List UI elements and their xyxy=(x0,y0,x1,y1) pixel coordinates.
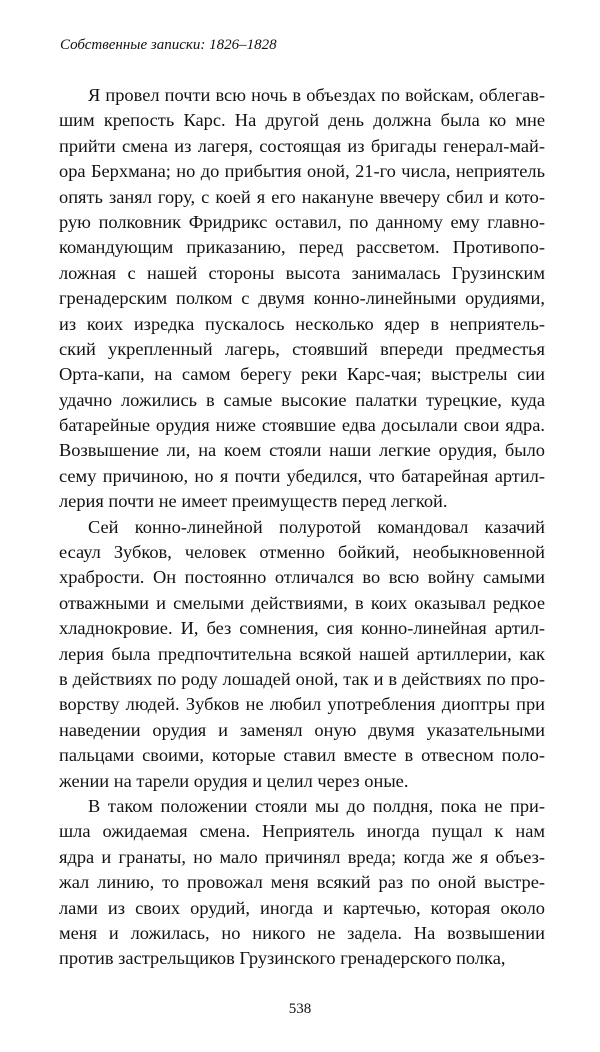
text-line: лерия была предпочтительна всякой нашей артиллерии, как xyxy=(59,643,545,664)
text-line: шла ожидаемая смена. Неприятель иногда пущал к нам xyxy=(59,821,545,842)
text-line: хладнокровие. И, без сомнения, сия конно-линейная артил- xyxy=(59,618,545,639)
text-line: лами из своих орудий, иногда и картечью, которая около xyxy=(59,897,545,918)
text-line: Возвышение ли, на коем стояли наши легкие орудия, было xyxy=(59,440,545,461)
text-line: прийти смена из лагеря, состоящая из бригады генерал-май- xyxy=(59,135,545,156)
text-line: В таком положении стояли мы до полдня, пока не при- xyxy=(88,795,545,816)
page-number: 538 xyxy=(288,1001,312,1017)
text-line: есаул Зубков, человек отменно бойкий, необыкновенной xyxy=(59,542,545,563)
text-line: Сей конно-линейной полуротой командовал казачий xyxy=(88,516,545,537)
text-line: опять занял гору, с коей я его накануне ввечеру сбил и кото- xyxy=(59,186,545,207)
text-line: ядра и гранаты, но мало причинял вреда; когда же я объез- xyxy=(59,846,545,867)
paragraph xyxy=(59,83,545,515)
text-line: Я провел почти всю ночь в объездах по войскам, облегав- xyxy=(88,85,545,105)
text-line: батарейные орудия ниже стоявшие едва досылали свои ядра. xyxy=(59,415,545,436)
body-text xyxy=(59,83,545,972)
text-line: ворству людей. Зубков не любил употребления диоптры при xyxy=(59,694,545,715)
text-line: ора Берхмана; но до прибытия оной, 21-го числа, неприятель xyxy=(59,161,545,182)
text-line: сему причиною, но я почти убедился, что батарейная артил- xyxy=(59,465,545,486)
text-line: Орта-капи, на самом берегу реки Карс-чая; выстрелы сии xyxy=(59,364,545,385)
running-head: Собственные записки: 1826–1828 xyxy=(60,37,277,53)
text-line: ский укрепленный лагерь, стоявший впереди предместья xyxy=(59,338,545,359)
text-line: храбрости. Он постоянно отличался во всю войну самыми xyxy=(59,567,545,588)
text-line: гренадерским полком с двумя конно-линейными орудиями, xyxy=(59,288,545,309)
text-line: удачно ложились в самые высокие палатки турецкие, куда xyxy=(59,389,545,410)
text-line: жал линию, то провожал меня всякий раз по оной выстре- xyxy=(59,872,545,893)
text-line: лерия почти не имеет преимуществ перед легкой. xyxy=(59,491,448,512)
text-line: жении на тарели орудия и целил через оные. xyxy=(59,770,409,791)
text-line: отважными и смелыми действиями, в коих оказывал редкое xyxy=(59,592,545,613)
paragraph xyxy=(59,515,545,794)
text-line: командующим приказанию, перед рассветом. Противопо- xyxy=(59,237,545,258)
paragraph xyxy=(59,794,545,972)
text-line: пальцами своими, которые ставил вместе в отвесном поло- xyxy=(59,745,545,766)
text-line: в действиях по роду лошадей оной, так и в действиях по про- xyxy=(59,668,545,689)
text-line: из коих изредка пускалось несколько ядер в неприятель- xyxy=(59,313,545,334)
text-line: шим крепость Карс. На другой день должна была ко мне xyxy=(59,110,545,131)
text-line: рую полковник Фридрикс оставил, по данному ему главно- xyxy=(59,211,545,232)
text-line: против застрельщиков Грузинского гренадерского полка, xyxy=(59,948,506,969)
text-line: меня и ложилась, но никого не задела. На возвышении xyxy=(59,922,545,943)
text-line: ложная с нашей стороны высота занималась Грузинским xyxy=(59,262,545,283)
text-line: наведении орудия и заменял оную двумя указательными xyxy=(59,719,545,740)
